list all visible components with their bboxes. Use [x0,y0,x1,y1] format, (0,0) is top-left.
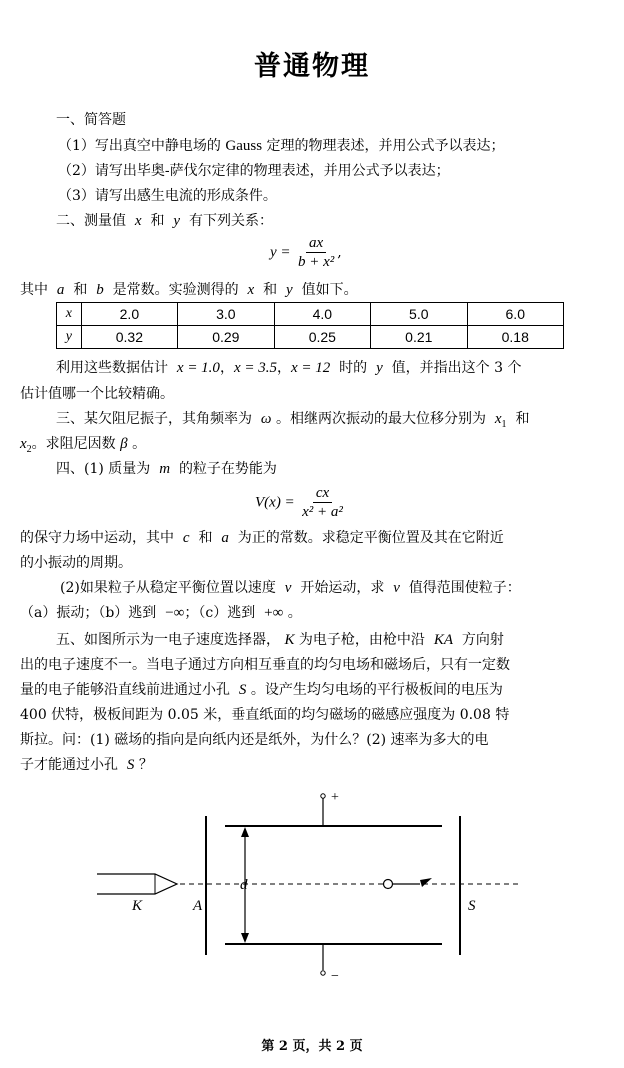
section-1-heading: 一、简答题 [56,112,126,128]
A-label: A [193,898,203,914]
section-5-line-2: 出的电子速度不一。当电子通过方向相互垂直的均匀电场和磁场后，只有一定数 [20,657,510,673]
plus-label: + [331,790,339,805]
electron [384,880,393,889]
section-5-line-4: 400 伏特，极板间距为 0.05 米，垂直纸面的均匀磁场的磁感应强度为 0.08 特 [20,707,510,723]
section-2-line-3: 利用这些数据估计 x = 1.0，x = 3.5，x = 12 时的 y 值，并指出这个 3 个 [56,360,522,376]
section-4-line-3: 的小振动的周期。 [20,555,132,571]
section-3-line-2: $x_2$。求阻尼因数 β 。 [20,436,147,455]
d-label: d [240,877,248,893]
formula-potential: V(x) = $\frac{cx}{\text{x² + a²}}$ [255,485,343,520]
section-5-line-5: 斯拉。问：(1) 磁场的指向是向纸内还是纸外，为什么？(2) 速率为多大的电 [20,732,489,748]
table-cell: y [57,326,82,349]
section-4-line-2: 的保守力场中运动，其中 c 和 a 为正的常数。求稳定平衡位置及其在它附近 [20,530,504,546]
table-cell: 0.18 [467,326,563,349]
table-cell: 0.25 [274,326,370,349]
electron-gun [97,874,177,894]
section-5-line-6: 子才能通过小孔 S ？ [20,757,153,773]
table-row [57,303,564,326]
table-row [57,326,564,349]
section-5-line-1: 五、如图所示为一电子速度选择器， K 为电子枪，由枪中沿 KA 方向射 [56,632,504,648]
bottom-terminal [321,971,325,975]
table-cell: 0.32 [81,326,177,349]
section-2-line-4: 估计值哪一个比较精确。 [20,386,174,402]
section-5-line-3: 量的电子能够沿直线前进通过小孔 S 。设产生均匀电场的平行极板间的电压为 [20,682,503,698]
table-cell: 5.0 [371,303,467,326]
section-2-line-2: 其中 a 和 b 是常数。实验测得的 x 和 y 值如下。 [20,282,358,298]
section-2-heading: 二、测量值 x 和 y 有下列关系： [56,213,273,229]
question-1-2: （2）请写出毕奥-萨伐尔定律的物理表述，并用公式予以表达； [58,163,450,179]
velocity-selector-figure [0,770,624,1010]
page-footer: 第 2 页，共 2 页 [261,1039,363,1054]
section-4-line-5: （a）振动；（b）逃到 −∞；（c）逃到 +∞ 。 [20,605,302,621]
table-cell: 0.29 [178,326,274,349]
page-title: 普通物理 [254,51,370,82]
formula-y: y = $\frac{ax}{\text{b + x²}}$ , [270,235,342,270]
question-1-1: （1）写出真空中静电场的 Gauss 定理的物理表述，并用公式予以表达； [58,138,505,154]
section-4-line-1: 四、(1) 质量为 m 的粒子在势能为 [56,461,277,477]
minus-label: − [331,969,339,984]
table-cell: x [57,303,82,326]
top-terminal [321,794,325,798]
table-cell: 4.0 [274,303,370,326]
S-label: S [468,898,476,914]
distance-arrow-up [241,827,249,837]
table-cell: 0.21 [371,326,467,349]
section-3-line-1: 三、某欠阻尼振子，其角频率为 ω 。相继两次振动的最大位移分别为 $x_1$ 和 [56,411,530,430]
K-label: K [132,898,143,914]
section-4-line-4: (2)如果粒子从稳定平衡位置以速度 v 开始运动，求 v 值得范围使粒子： [60,580,521,596]
data-table [56,302,564,349]
velocity-arrow [420,878,432,887]
table-cell: 6.0 [467,303,563,326]
table-cell: 3.0 [178,303,274,326]
table-cell: 2.0 [81,303,177,326]
question-1-3: （3）请写出感生电流的形成条件。 [58,188,277,204]
distance-arrow-down [241,933,249,943]
